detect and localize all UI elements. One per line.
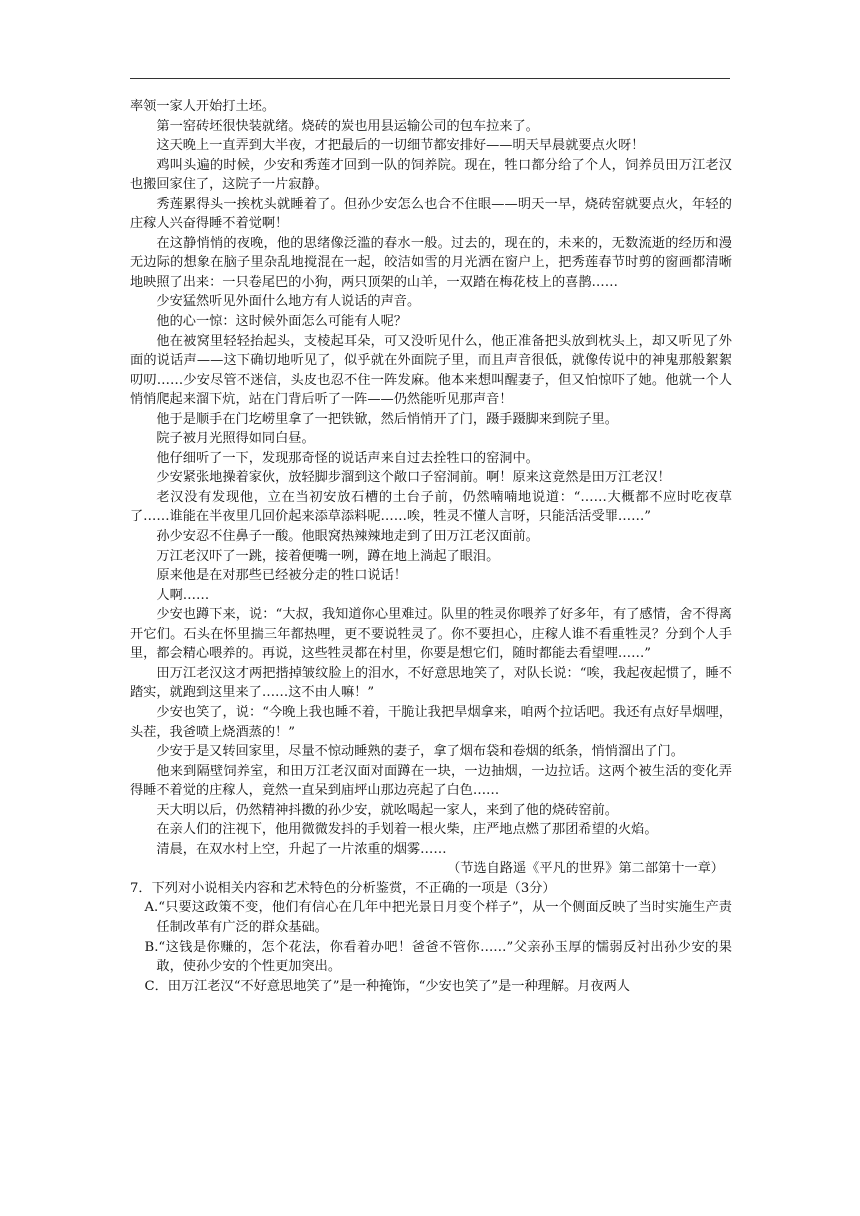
paragraph: 老汉没有发现他，立在当初安放石槽的土台子前，仍然喃喃地说道：“……大概都不应时吃夜草了……谁能在半夜里几回价起来添草添料呢……唉，牲灵不懂人言呀，只能活活受罪……” xyxy=(130,489,732,525)
paragraph: 少安于是又转回家里，尽量不惊动睡熟的妻子，拿了烟布袋和卷烟的纸条，悄悄溜出了门。 xyxy=(156,744,684,760)
paragraph: 他在被窝里轻轻抬起头，支棱起耳朵，可又没听见什么，他正准备把头放到枕头上，却又听见了外面的说话声——这下确切地听见了，似乎就在外面院子里，而且声音很低，就像传说中的神鬼那般絮絮叨叨……少安尽管不迷信，头皮也忍不住一阵发麻。他本来想叫醒妻子，但又怕惊吓了她。他就一个人悄悄爬起来溜下炕，站在门背后听了一阵——仍然能听见那声音！ xyxy=(130,333,732,408)
paragraph: 田万江老汉这才两把揩掉皱纹脸上的泪水，不好意思地笑了，对队长说：“唉，我起夜起惯了，睡不踏实，就跑到这里来了……这不由人嘛！” xyxy=(130,665,732,701)
paragraph: 少安也笑了，说：“今晚上我也睡不着，干脆让我把旱烟拿来，咱两个拉话吧。我还有点好旱烟哩，头茬，我爸喷上烧酒蒸的！” xyxy=(130,704,732,740)
paragraph: 原来他是在对那些已经被分走的牲口说话！ xyxy=(156,568,407,584)
paragraph: 天大明以后，仍然精神抖擞的孙少安，就吆喝起一家人，来到了他的烧砖窑前。 xyxy=(156,802,618,818)
paragraph: 少安紧张地操着家伙，放轻脚步溜到这个敞口子窑洞前。啊！原来这竟然是田万江老汉！ xyxy=(156,470,671,486)
paragraph: 院子被月光照得如同白昼。 xyxy=(156,431,315,447)
paragraph: 人啊…… xyxy=(156,587,210,603)
document-body xyxy=(130,97,732,996)
paragraph: 孙少安忍不住鼻子一酸。他眼窝热辣辣地走到了田万江老汉面前。 xyxy=(156,529,539,545)
header-rule xyxy=(130,78,730,79)
paragraph: 万江老汉吓了一跳，接着便嘴一咧，蹲在地上淌起了眼泪。 xyxy=(156,548,500,564)
paragraph: 少安也蹲下来，说：“大叔，我知道你心里难过。队里的牲灵你喂养了好多年，有了感情，舍不得离开它们。石头在怀里揣三年都热哩，更不要说牲灵了。你不要担心，庄稼人谁不看重牲灵？分到个人手里，都会精心喂养的。再说，这些牲灵都在村里，你要是想它们，随时都能去看望哩……” xyxy=(130,607,732,662)
answer-option-a: A.“只要这政策不变，他们有信心在几年中把光景日月变个样子”，从一个侧面反映了当时实施生产责任制改革有广泛的群众基础。 xyxy=(144,900,732,935)
paragraph: 在亲人们的注视下，他用微微发抖的手划着一根火柴，庄严地点燃了那团希望的火焰。 xyxy=(156,822,658,838)
paragraph: 这天晚上一直弄到大半夜，才把最后的一切细节都安排好——明天早晨就要点火呀！ xyxy=(156,138,645,154)
paragraph: 秀莲累得头一挨枕头就睡着了。但孙少安怎么也合不住眼——明天一早，烧砖窑就要点火，年轻的庄稼人兴奋得睡不着觉啊！ xyxy=(130,196,732,232)
paragraph: 清晨，在双水村上空，升起了一片浓重的烟雾…… xyxy=(156,841,447,857)
paragraph: 少安猛然听见外面什么地方有人说话的声音。 xyxy=(156,294,421,310)
paragraph: 在这静悄悄的夜晚，他的思绪像泛滥的春水一般。过去的，现在的，未来的，无数流逝的经历和漫无边际的想象在脑子里杂乱地搅混在一起，皎洁如雪的月光洒在窗户上，把秀莲春节时剪的窗画都清晰地映照了出来：一只卷尾巴的小狗，两只顶架的山羊，一双踏在梅花枝上的喜鹊…… xyxy=(130,235,732,290)
source-citation: （节选自路遥《平凡的世界》第二部第十一章） xyxy=(447,861,724,877)
paragraph: 他来到隔壁饲养室，和田万江老汉面对面蹲在一块，一边抽烟，一边拉话。这两个被生活的变化弄得睡不着觉的庄稼人，竟然一直呆到庙坪山那边亮起了白色…… xyxy=(130,763,732,799)
paragraph: 第一窑砖坯很快装就绪。烧砖的炭也用县运输公司的包车拉来了。 xyxy=(156,118,539,134)
paragraph: 率领一家人开始打土坯。 xyxy=(130,99,276,114)
answer-option-b: B.“这钱是你赚的，怎个花法，你看着办吧！爸爸不管你……”父亲孙玉厚的懦弱反衬出孙少安的果敢，使孙少安的个性更加突出。 xyxy=(144,939,732,975)
paragraph: 他的心一惊：这时候外面怎么可能有人呢？ xyxy=(156,314,407,330)
paragraph: 鸡叫头遍的时候，少安和秀莲才回到一队的饲养院。现在，牲口都分给了个人，饲养员田万江老汉也搬回家住了，这院子一片寂静。 xyxy=(130,157,732,193)
paragraph: 他仔细听了一下，发现那奇怪的说话声来自过去拴牲口的窑洞中。 xyxy=(156,450,539,466)
question-stem: 7．下列对小说相关内容和艺术特色的分析鉴赏，不正确的一项是（3分） xyxy=(130,880,556,896)
paragraph: 他于是顺手在门圪崂里拿了一把铁锨，然后悄悄开了门，蹑手蹑脚来到院子里。 xyxy=(156,411,618,427)
answer-option-c: C．田万江老汉“不好意思地笑了”是一种掩饰，“少安也笑了”是一种理解。月夜两人 xyxy=(144,978,630,994)
